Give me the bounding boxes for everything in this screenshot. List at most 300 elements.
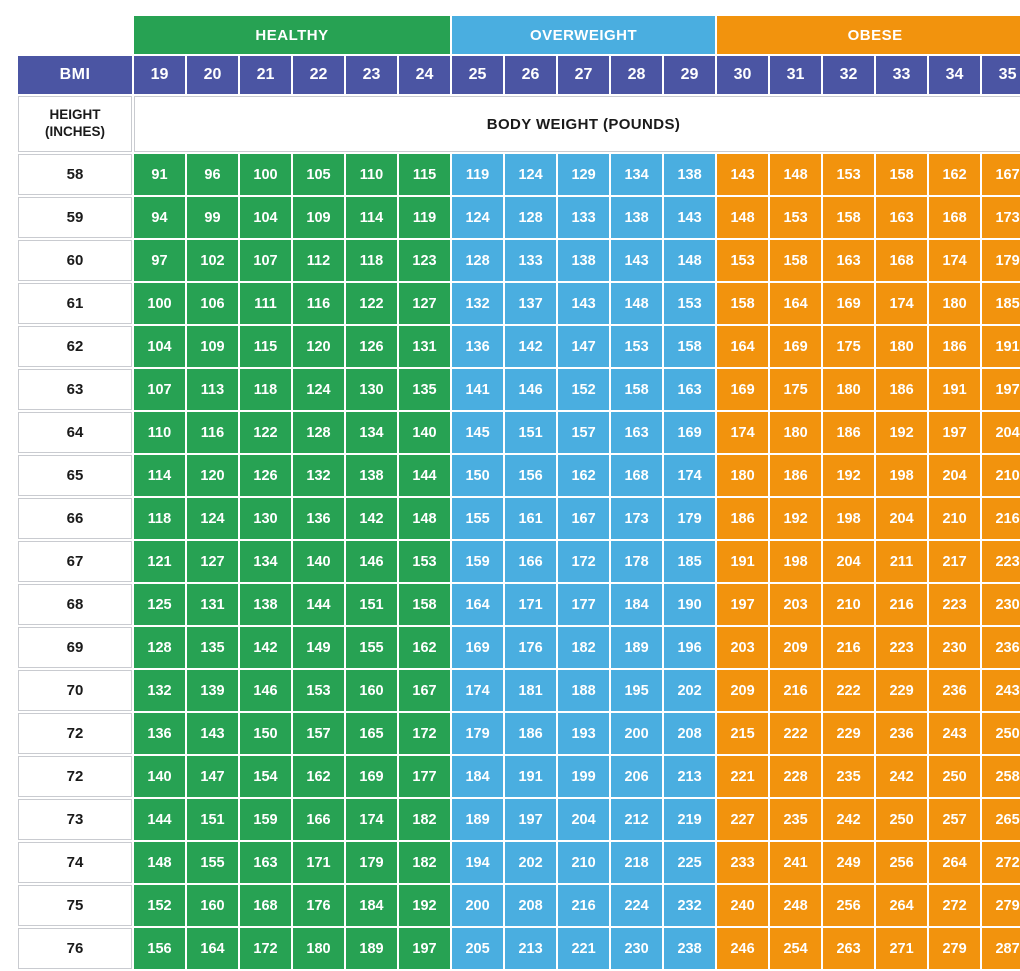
weight-cell-healthy: 116 [187,412,238,453]
weight-cell-obese: 211 [876,541,927,582]
weight-cell-obese: 229 [876,670,927,711]
weight-cell-obese: 235 [823,756,874,797]
weight-cell-healthy: 130 [346,369,397,410]
weight-cell-obese: 148 [770,154,821,195]
weight-cell-healthy: 160 [187,885,238,926]
weight-cell-healthy: 134 [240,541,291,582]
bmi-header-value: 34 [929,56,980,94]
weight-cell-healthy: 128 [134,627,185,668]
weight-cell-obese: 180 [770,412,821,453]
weight-cell-overweight: 124 [452,197,503,238]
weight-cell-obese: 186 [929,326,980,367]
weight-cell-healthy: 130 [240,498,291,539]
weight-cell-healthy: 162 [293,756,344,797]
weight-cell-healthy: 163 [240,842,291,883]
table-row [18,240,1020,281]
bmi-header-value: 29 [664,56,715,94]
weight-cell-obese: 167 [982,154,1020,195]
weight-cell-obese: 233 [717,842,768,883]
weight-cell-obese: 148 [717,197,768,238]
weight-cell-obese: 254 [770,928,821,969]
weight-cell-obese: 257 [929,799,980,840]
weight-cell-healthy: 107 [134,369,185,410]
weight-cell-overweight: 161 [505,498,556,539]
weight-cell-obese: 173 [982,197,1020,238]
weight-cell-overweight: 171 [505,584,556,625]
weight-cell-healthy: 162 [399,627,450,668]
weight-cell-healthy: 138 [346,455,397,496]
table-row [18,197,1020,238]
weight-cell-obese: 230 [929,627,980,668]
weight-cell-healthy: 146 [240,670,291,711]
weight-cell-healthy: 171 [293,842,344,883]
weight-cell-obese: 287 [982,928,1020,969]
weight-cell-overweight: 164 [452,584,503,625]
weight-cell-healthy: 109 [187,326,238,367]
weight-cell-overweight: 138 [664,154,715,195]
bmi-header-value: 31 [770,56,821,94]
weight-cell-healthy: 100 [240,154,291,195]
weight-cell-obese: 197 [929,412,980,453]
weight-cell-obese: 263 [823,928,874,969]
weight-cell-healthy: 147 [187,756,238,797]
weight-cell-overweight: 210 [558,842,609,883]
weight-cell-obese: 265 [982,799,1020,840]
weight-cell-overweight: 205 [452,928,503,969]
bmi-header-value: 32 [823,56,874,94]
weight-cell-healthy: 136 [134,713,185,754]
height-axis-label [18,96,132,152]
weight-cell-obese: 256 [876,842,927,883]
category-banner-row [18,16,1020,54]
weight-cell-overweight: 196 [664,627,715,668]
table-row [18,498,1020,539]
weight-cell-healthy: 122 [240,412,291,453]
weight-cell-obese: 279 [982,885,1020,926]
weight-cell-obese: 210 [982,455,1020,496]
weight-cell-obese: 250 [982,713,1020,754]
weight-cell-obese: 198 [876,455,927,496]
row-height-label: 75 [18,885,132,926]
category-banner-overweight: OVERWEIGHT [452,16,715,54]
weight-cell-obese: 179 [982,240,1020,281]
bmi-header-value: 25 [452,56,503,94]
row-height-label: 72 [18,756,132,797]
weight-cell-overweight: 218 [611,842,662,883]
weight-cell-obese: 186 [876,369,927,410]
weight-cell-healthy: 155 [346,627,397,668]
weight-cell-overweight: 152 [558,369,609,410]
weight-cell-obese: 158 [823,197,874,238]
weight-cell-overweight: 141 [452,369,503,410]
weight-cell-healthy: 114 [134,455,185,496]
table-row [18,928,1020,969]
weight-cell-overweight: 191 [505,756,556,797]
weight-cell-obese: 221 [717,756,768,797]
weight-cell-healthy: 172 [240,928,291,969]
weight-cell-obese: 143 [717,154,768,195]
weight-cell-overweight: 230 [611,928,662,969]
weight-cell-overweight: 143 [611,240,662,281]
weight-cell-obese: 174 [929,240,980,281]
weight-cell-obese: 198 [770,541,821,582]
weight-cell-overweight: 168 [611,455,662,496]
weight-cell-overweight: 186 [505,713,556,754]
row-height-label: 62 [18,326,132,367]
weight-cell-obese: 248 [770,885,821,926]
table-row [18,154,1020,195]
weight-cell-obese: 153 [823,154,874,195]
category-banner-obese: OBESE [717,16,1020,54]
body-weight-row [18,96,1020,152]
table-row [18,541,1020,582]
weight-cell-healthy: 172 [399,713,450,754]
weight-cell-obese: 168 [929,197,980,238]
weight-cell-obese: 223 [929,584,980,625]
weight-cell-healthy: 148 [134,842,185,883]
weight-cell-overweight: 212 [611,799,662,840]
weight-cell-overweight: 202 [664,670,715,711]
weight-cell-overweight: 204 [558,799,609,840]
weight-cell-healthy: 102 [187,240,238,281]
weight-cell-overweight: 138 [558,240,609,281]
weight-cell-overweight: 216 [558,885,609,926]
weight-cell-obese: 216 [770,670,821,711]
weight-cell-overweight: 176 [505,627,556,668]
height-axis-label-line2: (INCHES) [45,124,105,139]
weight-cell-overweight: 189 [452,799,503,840]
row-height-label: 70 [18,670,132,711]
weight-cell-overweight: 225 [664,842,715,883]
weight-cell-overweight: 189 [611,627,662,668]
bmi-header-row [18,56,1020,94]
table-row [18,713,1020,754]
weight-cell-healthy: 140 [293,541,344,582]
weight-cell-obese: 158 [770,240,821,281]
weight-cell-healthy: 159 [240,799,291,840]
weight-cell-obese: 223 [982,541,1020,582]
weight-cell-obese: 191 [717,541,768,582]
weight-cell-obese: 180 [717,455,768,496]
weight-cell-healthy: 168 [240,885,291,926]
weight-cell-healthy: 142 [346,498,397,539]
weight-cell-obese: 162 [929,154,980,195]
weight-cell-overweight: 238 [664,928,715,969]
weight-cell-obese: 186 [823,412,874,453]
weight-cell-overweight: 128 [452,240,503,281]
weight-cell-healthy: 164 [187,928,238,969]
weight-cell-overweight: 181 [505,670,556,711]
weight-cell-overweight: 200 [452,885,503,926]
weight-cell-obese: 235 [770,799,821,840]
weight-cell-obese: 249 [823,842,874,883]
weight-cell-overweight: 153 [664,283,715,324]
weight-cell-obese: 164 [717,326,768,367]
weight-cell-obese: 230 [982,584,1020,625]
weight-cell-healthy: 100 [134,283,185,324]
weight-cell-obese: 163 [823,240,874,281]
weight-cell-overweight: 179 [664,498,715,539]
weight-cell-overweight: 163 [611,412,662,453]
weight-cell-healthy: 105 [293,154,344,195]
weight-cell-obese: 271 [876,928,927,969]
row-height-label: 61 [18,283,132,324]
bmi-header-label: BMI [18,56,132,94]
weight-cell-healthy: 123 [399,240,450,281]
weight-cell-obese: 203 [717,627,768,668]
row-height-label: 68 [18,584,132,625]
weight-cell-obese: 217 [929,541,980,582]
weight-cell-obese: 174 [876,283,927,324]
table-row [18,885,1020,926]
weight-cell-healthy: 132 [134,670,185,711]
weight-cell-obese: 209 [717,670,768,711]
weight-cell-healthy: 140 [399,412,450,453]
row-height-label: 60 [18,240,132,281]
weight-cell-healthy: 122 [346,283,397,324]
table-row [18,283,1020,324]
weight-cell-healthy: 124 [187,498,238,539]
weight-cell-obese: 191 [929,369,980,410]
weight-cell-obese: 198 [823,498,874,539]
weight-cell-healthy: 156 [134,928,185,969]
weight-cell-obese: 216 [823,627,874,668]
weight-cell-healthy: 136 [293,498,344,539]
weight-cell-healthy: 106 [187,283,238,324]
weight-cell-overweight: 134 [611,154,662,195]
weight-cell-healthy: 107 [240,240,291,281]
weight-cell-healthy: 151 [346,584,397,625]
weight-cell-healthy: 146 [346,541,397,582]
weight-cell-obese: 168 [876,240,927,281]
weight-cell-overweight: 193 [558,713,609,754]
weight-cell-overweight: 153 [611,326,662,367]
bmi-header-value: 26 [505,56,556,94]
weight-cell-healthy: 114 [346,197,397,238]
weight-cell-healthy: 139 [187,670,238,711]
weight-cell-healthy: 112 [293,240,344,281]
weight-cell-healthy: 155 [187,842,238,883]
row-height-label: 63 [18,369,132,410]
bmi-header-value: 27 [558,56,609,94]
weight-cell-overweight: 213 [664,756,715,797]
weight-cell-overweight: 185 [664,541,715,582]
row-height-label: 74 [18,842,132,883]
weight-cell-overweight: 148 [664,240,715,281]
weight-cell-overweight: 147 [558,326,609,367]
weight-cell-overweight: 119 [452,154,503,195]
weight-cell-obese: 243 [982,670,1020,711]
weight-cell-overweight: 143 [558,283,609,324]
weight-cell-healthy: 125 [134,584,185,625]
weight-cell-obese: 192 [876,412,927,453]
weight-cell-healthy: 182 [399,842,450,883]
weight-cell-overweight: 166 [505,541,556,582]
weight-cell-obese: 264 [929,842,980,883]
weight-cell-healthy: 151 [187,799,238,840]
weight-cell-obese: 180 [929,283,980,324]
weight-cell-obese: 229 [823,713,874,754]
weight-cell-overweight: 157 [558,412,609,453]
weight-cell-healthy: 126 [346,326,397,367]
weight-cell-overweight: 169 [452,627,503,668]
table-row [18,412,1020,453]
weight-cell-healthy: 153 [399,541,450,582]
weight-cell-healthy: 165 [346,713,397,754]
weight-cell-healthy: 109 [293,197,344,238]
weight-cell-healthy: 132 [293,455,344,496]
weight-cell-obese: 175 [823,326,874,367]
bmi-header-value: 33 [876,56,927,94]
weight-cell-healthy: 97 [134,240,185,281]
weight-cell-overweight: 124 [505,154,556,195]
weight-cell-healthy: 138 [240,584,291,625]
weight-cell-overweight: 199 [558,756,609,797]
bmi-header-value: 24 [399,56,450,94]
weight-cell-obese: 185 [982,283,1020,324]
weight-cell-healthy: 121 [134,541,185,582]
weight-cell-obese: 158 [717,283,768,324]
row-height-label: 58 [18,154,132,195]
weight-cell-healthy: 127 [399,283,450,324]
weight-cell-overweight: 155 [452,498,503,539]
row-height-label: 67 [18,541,132,582]
weight-cell-healthy: 118 [134,498,185,539]
weight-cell-obese: 210 [929,498,980,539]
weight-cell-overweight: 174 [664,455,715,496]
weight-cell-overweight: 132 [452,283,503,324]
weight-cell-obese: 236 [876,713,927,754]
weight-cell-obese: 216 [876,584,927,625]
weight-cell-obese: 163 [876,197,927,238]
weight-cell-healthy: 157 [293,713,344,754]
weight-cell-healthy: 135 [187,627,238,668]
row-height-label: 64 [18,412,132,453]
row-height-label: 66 [18,498,132,539]
weight-cell-obese: 158 [876,154,927,195]
weight-cell-obese: 192 [823,455,874,496]
weight-cell-healthy: 120 [293,326,344,367]
table-row [18,756,1020,797]
weight-cell-obese: 169 [717,369,768,410]
weight-cell-healthy: 118 [346,240,397,281]
weight-cell-overweight: 224 [611,885,662,926]
weight-cell-overweight: 137 [505,283,556,324]
weight-cell-healthy: 197 [399,928,450,969]
weight-cell-healthy: 153 [293,670,344,711]
weight-cell-obese: 192 [770,498,821,539]
weight-cell-obese: 272 [982,842,1020,883]
weight-cell-overweight: 158 [664,326,715,367]
weight-cell-overweight: 194 [452,842,503,883]
row-height-label: 72 [18,713,132,754]
bmi-header-value: 22 [293,56,344,94]
weight-cell-healthy: 113 [187,369,238,410]
weight-cell-obese: 175 [770,369,821,410]
weight-cell-healthy: 158 [399,584,450,625]
weight-cell-obese: 180 [823,369,874,410]
weight-cell-healthy: 118 [240,369,291,410]
weight-cell-obese: 279 [929,928,980,969]
weight-cell-healthy: 124 [293,369,344,410]
weight-cell-obese: 242 [876,756,927,797]
weight-cell-obese: 236 [982,627,1020,668]
weight-cell-overweight: 202 [505,842,556,883]
weight-cell-healthy: 91 [134,154,185,195]
weight-cell-overweight: 221 [558,928,609,969]
weight-cell-healthy: 144 [134,799,185,840]
weight-cell-healthy: 140 [134,756,185,797]
weight-cell-obese: 258 [982,756,1020,797]
weight-cell-overweight: 159 [452,541,503,582]
weight-cell-healthy: 104 [240,197,291,238]
weight-cell-overweight: 167 [558,498,609,539]
weight-cell-overweight: 188 [558,670,609,711]
bmi-header-value: 35 [982,56,1020,94]
weight-cell-obese: 272 [929,885,980,926]
bmi-header-value: 21 [240,56,291,94]
weight-cell-overweight: 213 [505,928,556,969]
weight-cell-overweight: 169 [664,412,715,453]
weight-cell-healthy: 94 [134,197,185,238]
weight-cell-overweight: 219 [664,799,715,840]
weight-cell-healthy: 167 [399,670,450,711]
weight-cell-healthy: 148 [399,498,450,539]
weight-cell-overweight: 151 [505,412,556,453]
weight-cell-obese: 216 [982,498,1020,539]
bmi-header-value: 19 [134,56,185,94]
weight-cell-obese: 264 [876,885,927,926]
weight-cell-obese: 246 [717,928,768,969]
weight-cell-obese: 250 [929,756,980,797]
weight-cell-obese: 153 [717,240,768,281]
weight-cell-overweight: 182 [558,627,609,668]
weight-cell-healthy: 150 [240,713,291,754]
weight-cell-overweight: 208 [664,713,715,754]
weight-cell-obese: 215 [717,713,768,754]
weight-cell-healthy: 134 [346,412,397,453]
weight-cell-obese: 222 [823,670,874,711]
row-height-label: 59 [18,197,132,238]
weight-cell-obese: 186 [770,455,821,496]
table-row [18,670,1020,711]
row-height-label: 65 [18,455,132,496]
weight-cell-healthy: 126 [240,455,291,496]
weight-cell-obese: 236 [929,670,980,711]
table-row [18,799,1020,840]
weight-cell-overweight: 150 [452,455,503,496]
weight-cell-overweight: 163 [664,369,715,410]
weight-cell-healthy: 154 [240,756,291,797]
weight-cell-obese: 228 [770,756,821,797]
weight-cell-healthy: 149 [293,627,344,668]
weight-cell-overweight: 197 [505,799,556,840]
category-banner-healthy: HEALTHY [134,16,450,54]
weight-cell-obese: 164 [770,283,821,324]
weight-cell-obese: 186 [717,498,768,539]
weight-cell-healthy: 180 [293,928,344,969]
weight-cell-obese: 203 [770,584,821,625]
weight-cell-obese: 227 [717,799,768,840]
weight-cell-obese: 242 [823,799,874,840]
table-row [18,326,1020,367]
weight-cell-healthy: 176 [293,885,344,926]
weight-cell-overweight: 172 [558,541,609,582]
weight-cell-obese: 169 [823,283,874,324]
weight-cell-overweight: 184 [611,584,662,625]
weight-cell-healthy: 169 [346,756,397,797]
weight-cell-obese: 250 [876,799,927,840]
